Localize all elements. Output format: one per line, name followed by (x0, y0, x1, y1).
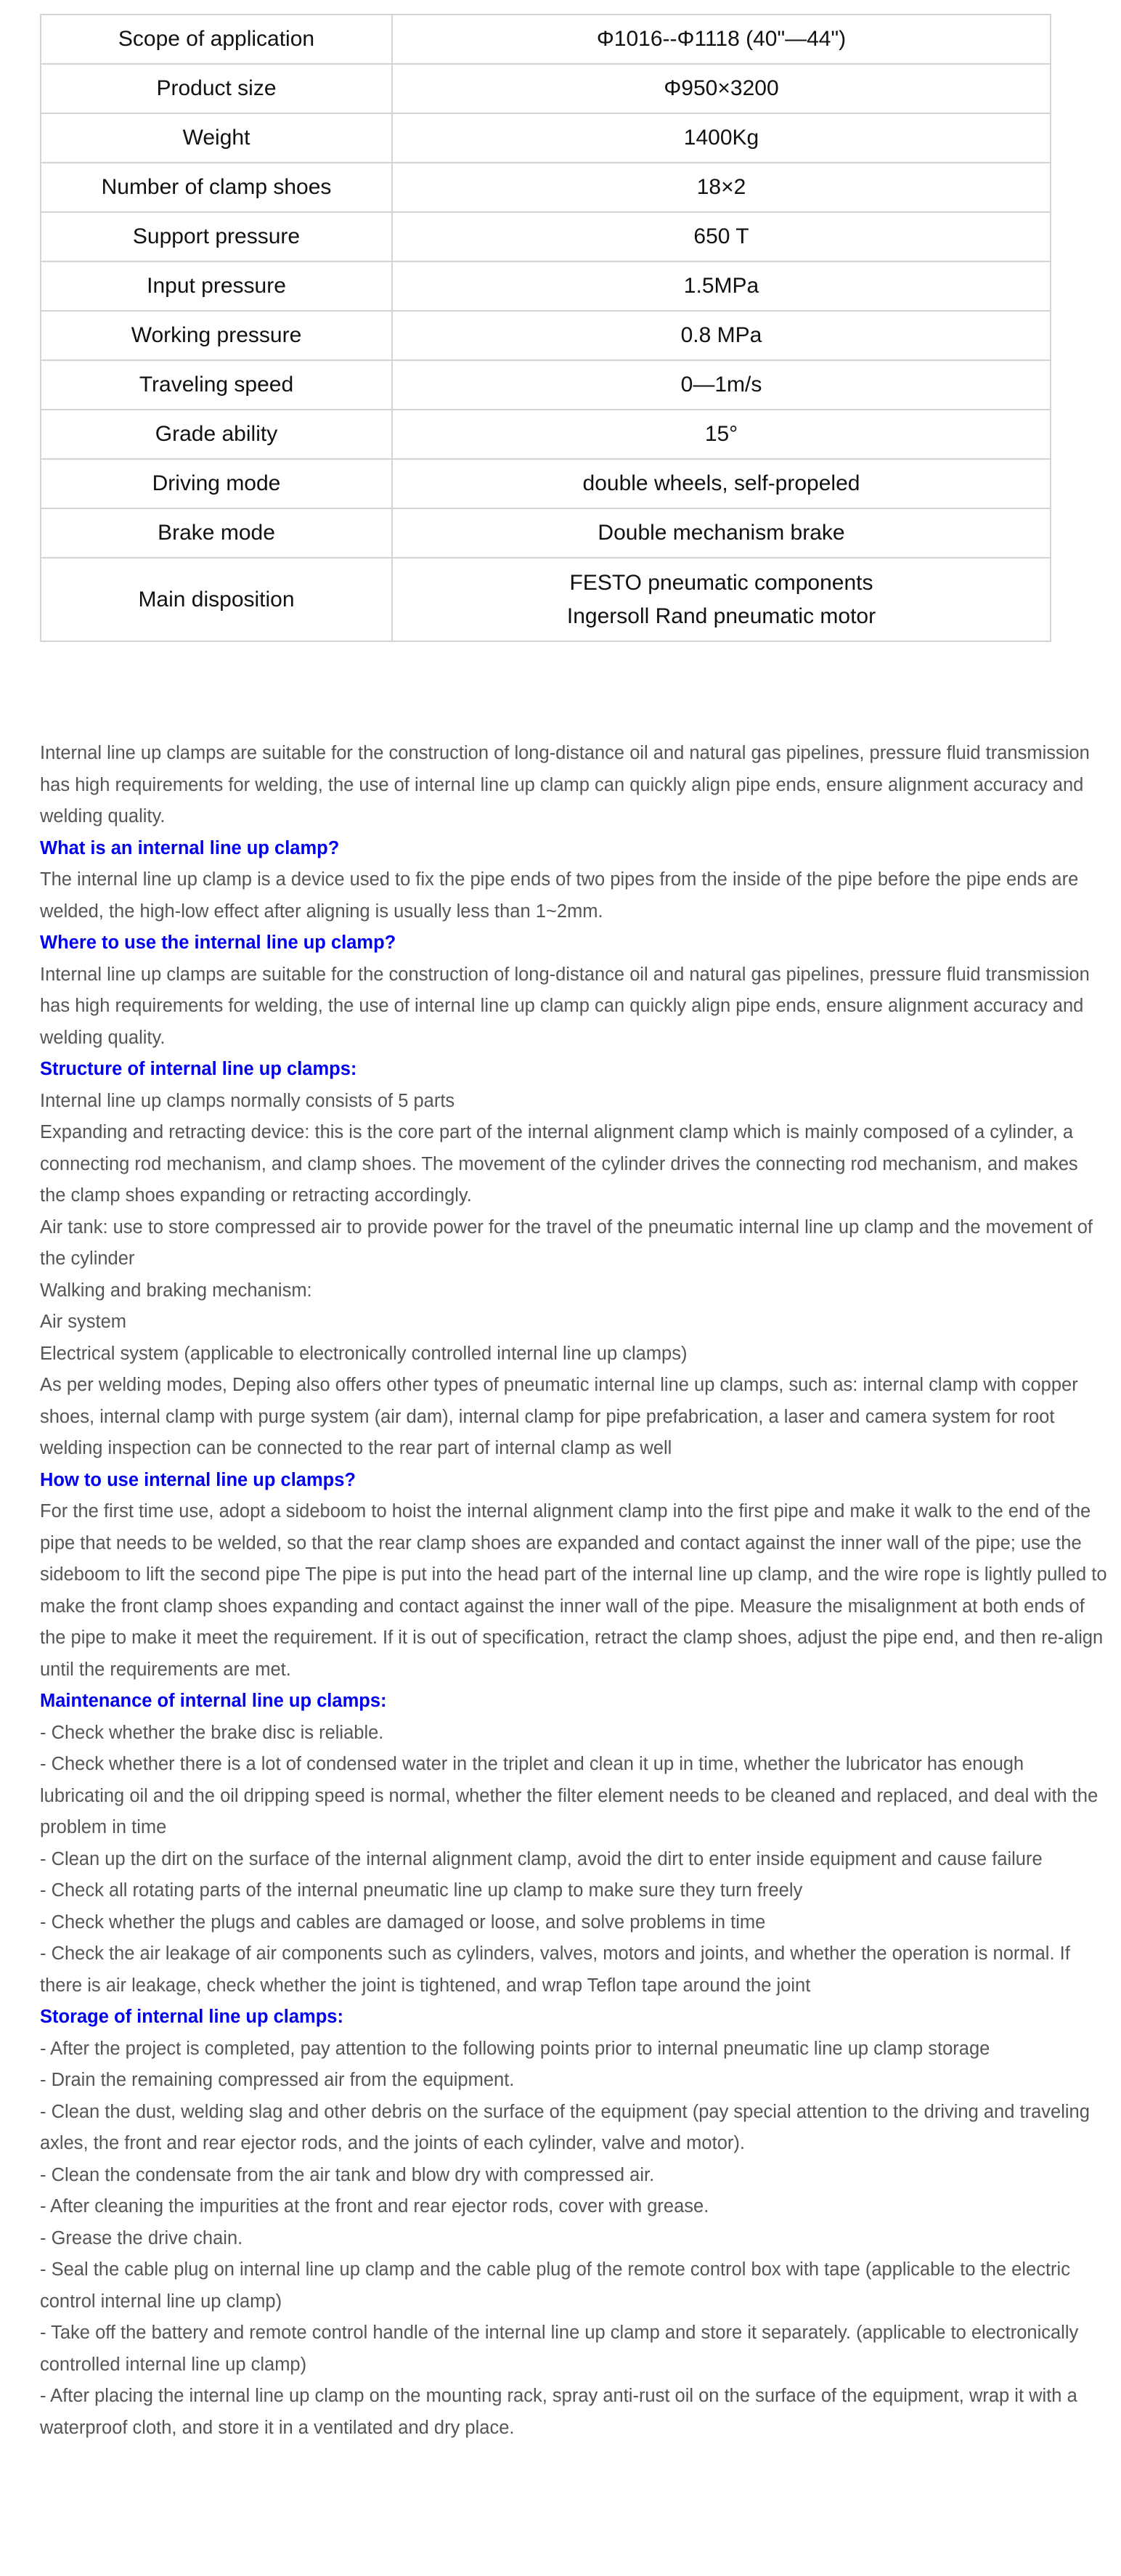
spec-value: double wheels, self-propeled (582, 471, 860, 495)
spec-value-cell (392, 311, 1051, 360)
spec-row (41, 163, 1051, 212)
spec-value-cell (392, 212, 1051, 261)
spec-table-body (41, 15, 1051, 641)
spec-row (41, 261, 1051, 311)
paragraph: - Clean up the dirt on the surface of the internal alignment clamp, avoid the dirt to enter inside equipment and cause failure (40, 1848, 1043, 1869)
paragraph: - Seal the cable plug on internal line up clamp and the cable plug of the remote control box with tape (applicable to the electric control internal line up clamp) (40, 2259, 1070, 2312)
paragraph: Electrical system (applicable to electronically controlled internal line up clamps) (40, 1343, 688, 1364)
spec-label: Number of clamp shoes (41, 163, 392, 212)
paragraph: - Check all rotating parts of the internal pneumatic line up clamp to make sure they turn freely (40, 1880, 803, 1901)
spec-value-cell (392, 360, 1051, 410)
section-heading: Where to use the internal line up clamp? (40, 933, 396, 953)
spec-label: Product size (41, 64, 392, 113)
paragraph: Expanding and retracting device: this is the core part of the internal alignment clamp which is mainly composed of a cylinder, a connecting rod mechanism, and clamp shoes. The movement of the cylinder drives the connecting rod mechanism, and makes the clamp shoes expanding or retracting accordingly. (40, 1122, 1078, 1206)
spec-value: 650 T (693, 224, 749, 248)
paragraph: Air system (40, 1312, 127, 1332)
spec-value: FESTO pneumatic components (569, 570, 873, 595)
spec-row (41, 558, 1051, 641)
paragraph: Internal line up clamps normally consists of 5 parts (40, 1090, 455, 1111)
paragraph: Internal line up clamps are suitable for the construction of long-distance oil and natural gas pipelines, pressure fluid transmission has high requirements for welding, the use of internal line up clamp can quickly align pipe ends, ensure alignment accuracy and welding quality. (40, 743, 1090, 826)
spec-row (41, 15, 1051, 64)
section-heading: How to use internal line up clamps? (40, 1469, 356, 1490)
spec-value-cell (392, 64, 1051, 113)
spec-row (41, 459, 1051, 508)
paragraph: Air tank: use to store compressed air to provide power for the travel of the pneumatic internal line up clamp and the movement of the cylinder (40, 1216, 1093, 1269)
spec-value-cell (392, 163, 1051, 212)
paragraph: - After cleaning the impurities at the front and rear ejector rods, cover with grease. (40, 2196, 709, 2217)
section-heading: What is an internal line up clamp? (40, 837, 340, 858)
section-heading: Storage of internal line up clamps: (40, 2007, 343, 2027)
spec-row (41, 212, 1051, 261)
spec-row (41, 64, 1051, 113)
spec-label: Main disposition (41, 558, 392, 641)
spec-value-cell (392, 113, 1051, 163)
section-heading: Maintenance of internal line up clamps: (40, 1691, 387, 1711)
paragraph: - Check the air leakage of air components such as cylinders, valves, motors and joints, and whether the operation is normal. If there is air leakage, check whether the joint is tightened, and wrap Teflon tape around the joint (40, 1943, 1070, 1996)
spec-label: Input pressure (41, 261, 392, 311)
spec-value-cell (392, 410, 1051, 459)
paragraph: - Drain the remaining compressed air from the equipment. (40, 2070, 515, 2090)
spec-row (41, 508, 1051, 558)
paragraph: - After placing the internal line up clamp on the mounting rack, spray anti-rust oil on the surface of the equipment, wrap it with a waterproof cloth, and store it in a ventilated and dry place. (40, 2386, 1077, 2438)
spec-label: Traveling speed (41, 360, 392, 410)
spec-row (41, 311, 1051, 360)
spec-value: 15° (704, 422, 738, 446)
spec-row (41, 360, 1051, 410)
paragraph: - After the project is completed, pay attention to the following points prior to internal pneumatic line up clamp storage (40, 2038, 990, 2059)
article-body (40, 738, 1107, 2444)
spec-value: Ingersoll Rand pneumatic motor (566, 604, 876, 628)
spec-value: Φ1016--Φ1118 (40"—44") (596, 27, 847, 51)
paragraph: For the first time use, adopt a sideboom to hoist the internal alignment clamp into the first pipe and make it walk to the end of the pipe that needs to be welded, so that the rear clamp shoes are expanded and contact against the inner wall of the pipe; use the sideboom to lift the second pipe The pipe is put into the head part of the internal line up clamp, and the wire rope is lightly pulled to make the front clamp shoes expanding and contact against the inner wall of the pipe. Measure the misalignment at both ends of the pipe to make it meet the requirement. If it is out of specification, retract the clamp shoes, adjust the pipe end, and then re-align until the requirements are met. (40, 1501, 1107, 1680)
spec-value: 1400Kg (683, 126, 759, 150)
spec-value-cell (392, 15, 1051, 64)
paragraph: - Check whether there is a lot of condensed water in the triplet and clean it up in time, whether the lubricator has enough lubricating oil and the oil dripping speed is normal, whether the filter element needs to be cleaned and replaced, and deal with the problem in time (40, 1754, 1098, 1837)
spec-value-cell (392, 558, 1051, 641)
spec-value: Double mechanism brake (598, 521, 845, 545)
spec-value-cell (392, 459, 1051, 508)
spec-table (40, 14, 1051, 642)
spec-value-cell (392, 261, 1051, 311)
spec-value: 18×2 (696, 175, 746, 199)
paragraph: Walking and braking mechanism: (40, 1280, 312, 1301)
paragraph: As per welding modes, Deping also offers other types of pneumatic internal line up clamps, such as: internal clamp with copper shoes, internal clamp with purge system (air dam), internal clamp for pipe prefabrication, a laser and camera system for root welding inspection can be connected to the rear part of internal clamp as well (40, 1375, 1078, 1458)
paragraph: - Take off the battery and remote control handle of the internal line up clamp and store it separately. (applicable to electronically controlled internal line up clamp) (40, 2323, 1079, 2375)
spec-value: Φ950×3200 (664, 76, 779, 100)
paragraph: - Clean the condensate from the air tank and blow dry with compressed air. (40, 2164, 655, 2185)
spec-label: Grade ability (41, 410, 392, 459)
spec-value: 0.8 MPa (680, 323, 762, 347)
spec-label: Working pressure (41, 311, 392, 360)
paragraph: - Check whether the plugs and cables are damaged or loose, and solve problems in time (40, 1911, 766, 1933)
spec-label: Support pressure (41, 212, 392, 261)
spec-value-cell (392, 508, 1051, 558)
section-heading: Structure of internal line up clamps: (40, 1059, 357, 1079)
spec-label: Brake mode (41, 508, 392, 558)
paragraph: - Check whether the brake disc is reliable. (40, 1722, 384, 1743)
paragraph: - Grease the drive chain. (40, 2227, 243, 2248)
spec-label: Scope of application (41, 15, 392, 64)
paragraph: Internal line up clamps are suitable for the construction of long-distance oil and natural gas pipelines, pressure fluid transmission has high requirements for welding, the use of internal line up clamp can quickly align pipe ends, ensure alignment accuracy and welding quality. (40, 964, 1090, 1048)
spec-value: 0—1m/s (680, 373, 762, 397)
paragraph: The internal line up clamp is a device used to fix the pipe ends of two pipes from the inside of the pipe before the pipe ends are welded, the high-low effect after aligning is usually less than 1~2mm. (40, 869, 1079, 922)
spec-label: Weight (41, 113, 392, 163)
spec-row (41, 410, 1051, 459)
spec-value: 1.5MPa (683, 274, 759, 298)
spec-label: Driving mode (41, 459, 392, 508)
paragraph: - Clean the dust, welding slag and other debris on the surface of the equipment (pay special attention to the driving and traveling axles, the front and rear ejector rods, and the joints of each cylinder, valve and motor). (40, 2101, 1090, 2153)
spec-row (41, 113, 1051, 163)
